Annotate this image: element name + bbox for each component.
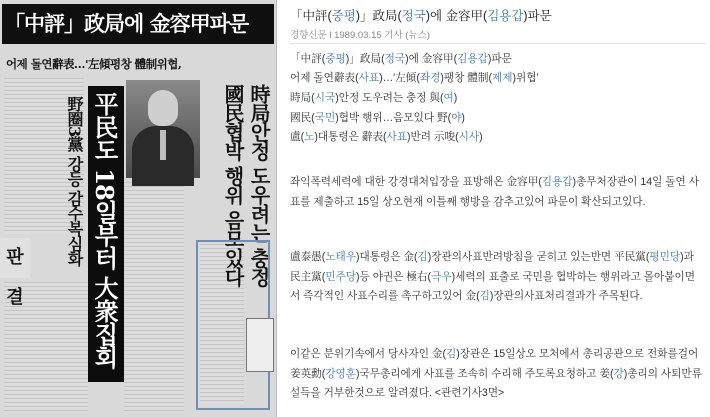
text: )팽창 體制( [440,72,493,84]
text: )대통령은 金( [356,251,418,263]
text: )장관은 15일상오 모처에서 총리공관으로 전화를걸어 姜英勳( [290,348,699,380]
article-paragraph [290,173,704,212]
hanja-reading-link[interactable]: 김용갑 [487,9,524,23]
hanja-reading-link[interactable]: 김 [446,348,457,360]
text: )에 金容甲( [405,53,458,65]
text: )안정 도우려는 충정 與( [335,92,444,104]
title-text: )파문 [523,9,552,23]
hanja-reading-link[interactable]: 김 [417,251,428,263]
title-text: )」政局( [355,9,402,23]
text: ) [461,112,465,124]
hanja-reading-link[interactable]: 강영훈 [325,367,357,380]
newspaper-subhead: 어제 돌연辭表…'左傾평창 體制위협, [6,57,182,71]
text: )등 야권은 極右( [356,270,432,283]
box-label: 판결 [0,238,30,278]
hanja-reading-link[interactable]: 김용갑 [457,53,488,65]
portrait-photo [126,80,200,178]
newspaper-scan-image[interactable] [0,0,277,417]
subheadline [290,128,704,148]
hanja-reading-link[interactable]: 노 [304,131,315,143]
text: 「中評( [290,53,326,65]
text: )대통령은 辭表( [314,131,387,143]
text: )장관의사표반려방침을 굳히고 있는반면 平民黨( [427,251,650,263]
hanja-reading-link[interactable]: 강 [613,367,624,380]
text: ) [453,92,458,104]
text: )장관의사표처리결과가 주목된다. [489,290,643,302]
text: 좌익폭력세력에 대한 강경대처입장을 표방해온 金容甲( [290,176,542,188]
newspaper-column-heading: 時局안정 도우려는 충정 [247,84,271,286]
hanja-reading-link[interactable]: 좌경 [419,72,441,84]
article-paragraph [290,345,704,404]
article-meta: 경향신문 l 1989.03.15 기사 (뉴스) [290,30,430,41]
text: )국무총리에게 사표를 조속히 수리해 주도록요청하고 姜( [356,367,614,380]
subheadline [290,109,704,129]
hanja-reading-link[interactable]: 노태우 [325,251,357,263]
photo-head [148,90,178,126]
text: )」政局( [345,53,385,65]
vertical-banner-text: 平民도 18일부터 大衆집회 [90,92,119,369]
title-text: 「中評( [290,9,332,23]
hanja-reading-link[interactable]: 김용갑 [541,176,573,188]
hanja-reading-link[interactable]: 김 [479,290,490,302]
hanja-reading-link[interactable]: 야 [451,112,462,124]
text: 이같은 분위기속에서 당사자인 金( [290,348,446,360]
article-title [290,6,700,24]
hanja-reading-link[interactable]: 국민 [314,112,336,124]
text: )총리의 사퇴만류설득을 거부한것으로 알려졌다. <관련기사3면> [290,367,702,399]
text: 盧泰愚( [290,251,326,263]
title-text: )에 金容甲( [425,9,488,23]
subheadline [290,69,704,89]
hanja-reading-link[interactable]: 사표 [358,72,380,84]
text: )…'左傾( [379,72,420,84]
hanja-reading-link[interactable]: 정국 [384,53,406,65]
hanja-reading-link[interactable]: 극우 [431,270,452,283]
hanja-reading-link[interactable]: 정국 [401,9,426,23]
text: )협박 행위…음모있다 野( [335,112,452,124]
text: 盧( [290,131,305,143]
subheadline [290,50,704,70]
newspaper-headline: 「中評」政局에 金容甲파문 [4,11,249,36]
newspaper-column-heading: 野圈3黨 강등 감수복심화 [65,96,84,266]
hanja-reading-link[interactable]: 제제 [492,72,513,84]
divider [290,43,706,44]
text-column [124,182,184,412]
text: )총무처장관이 14일 돌연 사표를 제출하고 15일 상오현재 이틀째 행방을 감추고있어 파문이 확산되고있다. [290,176,699,208]
text: 어제 돌연辭表( [290,72,359,84]
text: )반려 示唆( [406,131,459,143]
text: )파문 [487,53,512,65]
inset-box [246,318,274,372]
photo-tie [160,130,166,160]
article-paragraph [290,248,704,307]
text: 國民( [290,112,315,124]
hanja-reading-link[interactable]: 여 [443,92,454,104]
text: )위협' [512,72,539,84]
hanja-reading-link[interactable]: 시국 [314,92,336,104]
text: ) [479,131,483,143]
hanja-reading-link[interactable]: 사표 [386,131,407,143]
hanja-reading-link[interactable]: 중평 [331,9,356,23]
hanja-reading-link[interactable]: 중평 [325,53,346,65]
newspaper-column-heading: 國民협박 행위 음모있다 [221,84,245,286]
article-panel [290,0,706,417]
text: )과 民主黨( [290,251,694,283]
hanja-reading-link[interactable]: 시사 [458,131,480,143]
text: )세력의 표출로 국민을 협박하는 행위라고 몰아붙이면서 즉각적인 사표수리를 촉구하고있어 金( [290,270,695,302]
subheadline [290,89,704,109]
hanja-reading-link[interactable]: 민주당 [325,270,357,283]
text: 時局( [290,92,315,104]
hanja-reading-link[interactable]: 평민당 [649,251,681,263]
